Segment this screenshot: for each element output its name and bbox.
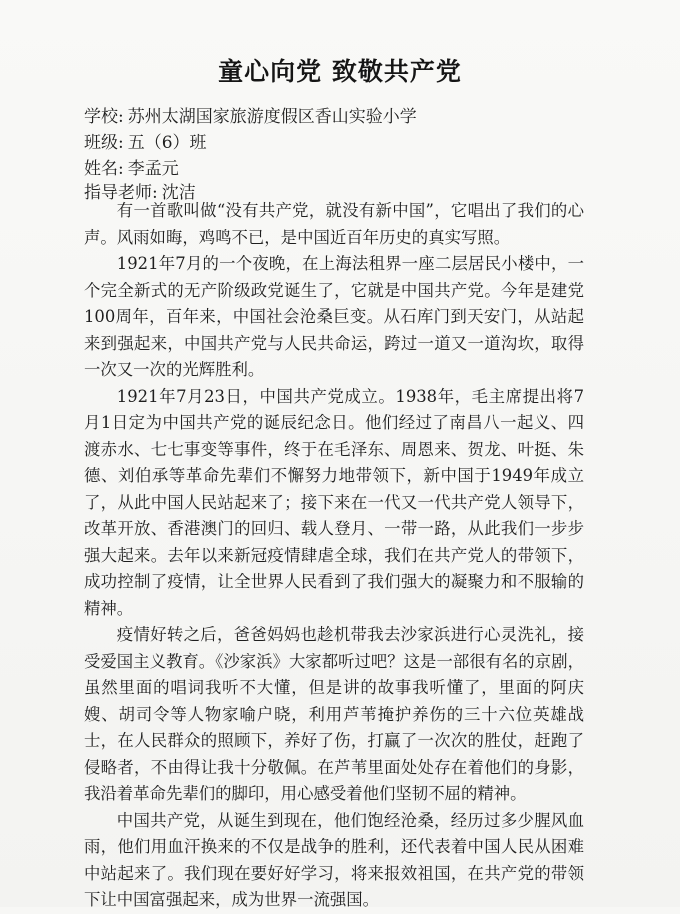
- meta-name: [84, 156, 179, 182]
- meta-school: [84, 104, 417, 130]
- school-label: 学校:: [84, 107, 124, 127]
- class-label: 班级:: [84, 133, 124, 153]
- meta-class: [84, 130, 207, 156]
- name-label: 姓名:: [84, 159, 124, 179]
- paragraph: 中国共产党，从诞生到现在，他们饱经沧桑，经历过多少腥风血雨，他们用血汗换来的不仅是战争的胜利，还代表着中国人民从困难中站起来了。我们现在要好好学习，将来报效祖国，在共产党的带领下让中国富强起来，成为世界一流强国。: [84, 810, 584, 909]
- paragraph: 1921年7月的一个夜晚，在上海法租界一座二层居民小楼中，一个完全新式的无产阶级政党诞生了，它就是中国共产党。今年是建党100周年，百年来，中国社会沧桑巨变。从石库门到天安门，从站起来到强起来，中国共产党与人民共命运，跨过一道又一道沟坎，取得一次又一次的光辉胜利。: [84, 254, 584, 379]
- paragraph: 疫情好转之后，爸爸妈妈也趁机带我去沙家浜进行心灵洗礼，接受爱国主义教育。《沙家浜》大家都听过吧？这是一部很有名的京剧，虽然里面的唱词我听不大懂，但是讲的故事我听懂了，里面的阿庆嫂、胡司令等人物家喻户晓，利用芦苇掩护养伤的三十六位英雄战士，在人民群众的照顾下，养好了伤，打赢了一次次的胜仗，赶跑了侵略者，不由得让我十分敬佩。在芦苇里面处处存在着他们的身影，我沿着革命先辈们的脚印，用心感受着他们坚韧不屈的精神。: [84, 625, 584, 803]
- paragraph: 有一首歌叫做“没有共产党，就没有新中国”，它唱出了我们的心声。风雨如晦，鸡鸣不已，是中国近百年历史的真实写照。: [84, 201, 584, 247]
- teacher-label: 指导老师:: [84, 183, 158, 203]
- paragraph: 1921年7月23日，中国共产党成立。1938年，毛主席提出将7月1日定为中国共产党的诞辰纪念日。他们经过了南昌八一起义、四渡赤水、七七事变等事件，终于在毛泽东、周恩来、贺龙、叶挺、朱德、刘伯承等革命先辈们不懈努力地带领下，新中国于1949年成立了，从此中国人民站起来了；接下来在一代又一代共产党人领导下，改革开放、香港澳门的回归、载人登月、一带一路，从此我们一步步强大起来。去年以来新冠疫情肆虐全球，我们在共产党人的带领下，成功控制了疫情，让全世界人民看到了我们强大的凝聚力和不服输的精神。: [84, 386, 584, 618]
- document-title: 童心向党 致敬共产党: [218, 57, 462, 86]
- school-value: 苏州太湖国家旅游度假区香山实验小学: [127, 107, 417, 127]
- essay-body: [84, 198, 584, 914]
- name-value: 李孟元: [127, 159, 179, 179]
- teacher-value: 沈洁: [161, 183, 196, 203]
- class-value: 五（6）班: [127, 133, 207, 153]
